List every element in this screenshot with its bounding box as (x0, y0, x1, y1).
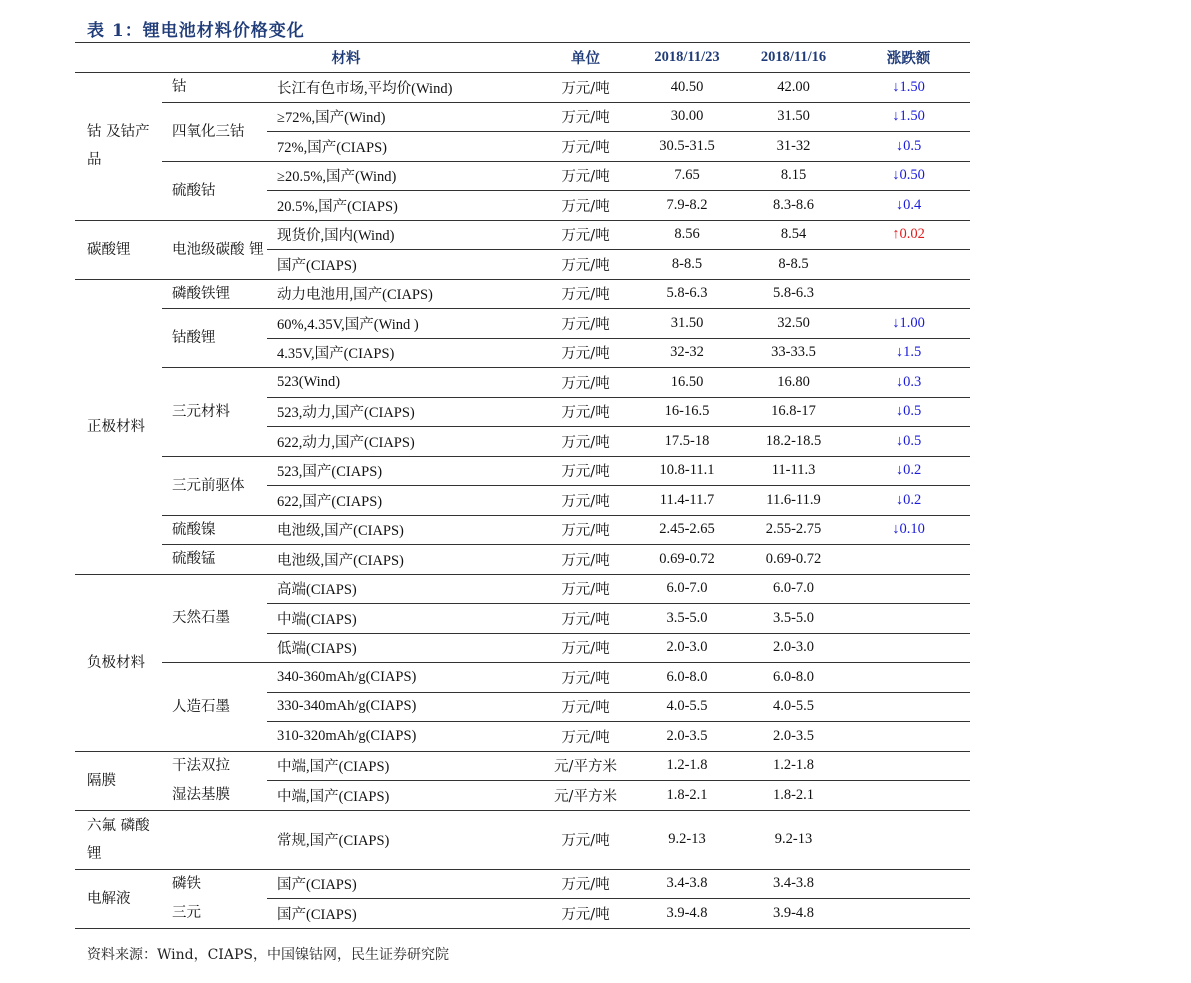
spec-cell: ≥20.5%,国产(Wind) (267, 161, 537, 191)
price-current-cell: 7.9-8.2 (634, 191, 740, 221)
header-date-2: 2018/11/16 (740, 43, 847, 73)
change-cell (847, 722, 970, 752)
price-current-cell: 5.8-6.3 (666, 285, 708, 302)
spec-cell: 523,国产(CIAPS) (267, 456, 537, 486)
category-cell: 六氟 磷酸锂 (75, 810, 162, 869)
price-current-cell: 4.0-5.5 (634, 692, 740, 722)
change-cell: ↓0.10 (847, 515, 970, 545)
change-cell (847, 279, 970, 309)
table-row (75, 751, 970, 781)
unit-cell: 万元/吨 (537, 663, 634, 693)
spec-cell: 72%,国产(CIAPS) (267, 132, 537, 162)
category-cell: 钴 及钴产品 (75, 73, 162, 221)
unit-cell: 万元/吨 (561, 228, 610, 245)
table-row (75, 161, 970, 191)
table-row (75, 899, 970, 929)
spec-cell: 国产(CIAPS) (267, 899, 537, 929)
table-row (75, 515, 970, 545)
unit-cell: 万元/吨 (537, 250, 634, 280)
subcategory-cell: 天然石墨 (172, 610, 230, 627)
unit-cell: 万元/吨 (537, 722, 634, 752)
unit-cell: 万元/吨 (537, 191, 634, 221)
unit-cell: 元/平方米 (554, 759, 617, 776)
price-current-cell: 6.0-8.0 (634, 663, 740, 693)
category-cell: 负极材料 (75, 574, 162, 751)
category-cell: 碳酸锂 (75, 220, 162, 279)
change-cell: ↓1.50 (847, 102, 970, 132)
subcategory-cell: 人造石墨 (162, 663, 267, 752)
change-cell (847, 751, 970, 781)
unit-cell: 万元/吨 (537, 810, 634, 869)
subcategory-cell: 湿法基膜 (162, 781, 267, 811)
price-previous-cell: 2.0-3.0 (740, 633, 847, 663)
price-current-cell: 3.9-4.8 (634, 899, 740, 929)
change-cell: ↓0.2 (847, 456, 970, 486)
price-current-cell: 9.2-13 (634, 810, 740, 869)
change-cell (847, 604, 970, 634)
category-cell: 隔膜 (75, 751, 162, 810)
change-cell: ↓0.3 (847, 368, 970, 398)
change-cell (847, 633, 970, 663)
spec-cell: 523(Wind) (267, 368, 537, 398)
spec-cell: 国产(CIAPS) (277, 877, 357, 894)
unit-cell: 万元/吨 (537, 338, 634, 368)
spec-cell: 电池级,国产(CIAPS) (267, 545, 537, 575)
unit-cell: 万元/吨 (537, 397, 634, 427)
price-previous-cell: 8.54 (780, 226, 807, 243)
unit-cell: 万元/吨 (537, 486, 634, 516)
change-cell (847, 781, 970, 811)
header-date-1: 2018/11/23 (634, 43, 740, 73)
price-current-cell: 6.0-7.0 (666, 580, 708, 597)
change-cell: ↓0.5 (847, 427, 970, 457)
price-current-cell: 1.8-2.1 (634, 781, 740, 811)
price-current-cell: 40.50 (670, 78, 704, 95)
price-current-cell: 7.65 (634, 161, 740, 191)
change-cell (847, 869, 970, 899)
price-previous-cell: 1.2-1.8 (772, 757, 815, 774)
price-previous-cell: 3.5-5.0 (740, 604, 847, 634)
unit-cell: 万元/吨 (537, 309, 634, 339)
change-cell (847, 663, 970, 693)
unit-cell: 万元/吨 (537, 456, 634, 486)
price-current-cell: 2.45-2.65 (634, 515, 740, 545)
spec-cell: 310-320mAh/g(CIAPS) (267, 722, 537, 752)
header-change: 涨跌额 (847, 43, 970, 73)
spec-cell: 中端,国产(CIAPS) (267, 781, 537, 811)
price-previous-cell: 8.15 (740, 161, 847, 191)
table-row (75, 869, 970, 899)
table-body (75, 73, 970, 929)
subcategory-cell: 钴 (172, 79, 187, 96)
unit-cell: 万元/吨 (537, 161, 634, 191)
spec-cell: 20.5%,国产(CIAPS) (267, 191, 537, 221)
change-cell (847, 899, 970, 929)
unit-cell: 万元/吨 (561, 877, 610, 894)
price-previous-cell: 6.0-7.0 (772, 580, 815, 597)
price-current-cell: 8.56 (674, 226, 700, 243)
spec-cell: 现货价,国内(Wind) (277, 228, 395, 245)
unit-cell: 万元/吨 (537, 368, 634, 398)
price-previous-cell: 8-8.5 (740, 250, 847, 280)
price-previous-cell: 4.0-5.5 (740, 692, 847, 722)
change-cell: ↓0.5 (847, 132, 970, 162)
spec-cell: ≥72%,国产(Wind) (267, 102, 537, 132)
price-previous-cell: 8.3-8.6 (740, 191, 847, 221)
price-current-cell: 2.0-3.5 (634, 722, 740, 752)
subcategory-cell (162, 810, 267, 869)
subcategory-cell: 干法双拉 (172, 758, 230, 774)
header-row (75, 43, 970, 73)
price-previous-cell: 2.0-3.5 (740, 722, 847, 752)
price-previous-cell: 2.55-2.75 (740, 515, 847, 545)
unit-cell: 万元/吨 (561, 582, 610, 599)
change-cell: ↓0.2 (847, 486, 970, 516)
subcategory-cell: 电池级碳酸 锂 (162, 220, 267, 279)
table-row (75, 309, 970, 339)
price-previous-cell: 3.9-4.8 (740, 899, 847, 929)
change-cell (847, 810, 970, 869)
spec-cell: 622,国产(CIAPS) (267, 486, 537, 516)
table-row (75, 574, 970, 604)
price-previous-cell: 33-33.5 (740, 338, 847, 368)
price-current-cell: 32-32 (634, 338, 740, 368)
price-current-cell: 31.50 (634, 309, 740, 339)
spec-cell: 340-360mAh/g(CIAPS) (267, 663, 537, 693)
price-previous-cell: 6.0-8.0 (740, 663, 847, 693)
change-cell: ↓1.50 (892, 78, 925, 95)
spec-cell: 长江有色市场,平均价(Wind) (277, 80, 453, 97)
subcategory-cell: 三元前驱体 (162, 456, 267, 515)
table-row (75, 279, 970, 309)
price-previous-cell: 11.6-11.9 (740, 486, 847, 516)
spec-cell: 常规,国产(CIAPS) (267, 810, 537, 869)
source-note: 资料来源：Wind，CIAPS，中国镍钴网，民生证券研究院 (87, 947, 449, 963)
change-cell (847, 692, 970, 722)
spec-cell: 低端(CIAPS) (267, 633, 537, 663)
price-current-cell: 2.0-3.0 (634, 633, 740, 663)
price-current-cell: 16-16.5 (634, 397, 740, 427)
unit-cell: 万元/吨 (537, 102, 634, 132)
price-previous-cell: 1.8-2.1 (740, 781, 847, 811)
unit-cell: 万元/吨 (537, 515, 634, 545)
change-cell: ↓0.50 (847, 161, 970, 191)
spec-cell: 中端,国产(CIAPS) (277, 759, 390, 776)
unit-cell: 万元/吨 (537, 692, 634, 722)
price-previous-cell: 31.50 (740, 102, 847, 132)
spec-cell: 330-340mAh/g(CIAPS) (267, 692, 537, 722)
subcategory-cell: 磷铁 (172, 876, 201, 892)
spec-cell: 622,动力,国产(CIAPS) (267, 427, 537, 457)
price-previous-cell: 16.8-17 (740, 397, 847, 427)
price-current-cell: 1.2-1.8 (666, 757, 708, 774)
price-table (75, 42, 970, 929)
change-cell: ↑0.02 (892, 226, 925, 243)
unit-cell: 万元/吨 (561, 80, 610, 97)
subcategory-cell: 三元 (162, 899, 267, 929)
price-previous-cell: 0.69-0.72 (740, 545, 847, 575)
change-cell: ↓0.5 (847, 397, 970, 427)
category-cell: 电解液 (75, 869, 162, 928)
table-row (75, 545, 970, 575)
unit-cell: 万元/吨 (537, 545, 634, 575)
price-current-cell: 8-8.5 (634, 250, 740, 280)
table-row (75, 810, 970, 869)
price-previous-cell: 5.8-6.3 (772, 285, 815, 302)
price-current-cell: 11.4-11.7 (634, 486, 740, 516)
price-current-cell: 0.69-0.72 (634, 545, 740, 575)
category-cell: 正极材料 (75, 279, 162, 574)
table-row (75, 781, 970, 811)
change-cell: ↓0.4 (847, 191, 970, 221)
spec-cell: 动力电池用,国产(CIAPS) (277, 287, 433, 304)
change-cell (847, 574, 970, 604)
price-current-cell: 16.50 (634, 368, 740, 398)
price-previous-cell: 32.50 (740, 309, 847, 339)
price-current-cell: 10.8-11.1 (634, 456, 740, 486)
unit-cell: 万元/吨 (537, 604, 634, 634)
spec-cell: 电池级,国产(CIAPS) (267, 515, 537, 545)
price-previous-cell: 11-11.3 (740, 456, 847, 486)
price-current-cell: 30.00 (634, 102, 740, 132)
subcategory-cell: 硫酸镍 (162, 515, 267, 545)
table-row (75, 220, 970, 250)
spec-cell: 国产(CIAPS) (267, 250, 537, 280)
header-material: 材料 (75, 43, 537, 73)
spec-cell: 中端(CIAPS) (267, 604, 537, 634)
spec-cell: 4.35V,国产(CIAPS) (267, 338, 537, 368)
price-current-cell: 17.5-18 (634, 427, 740, 457)
price-previous-cell: 42.00 (777, 78, 810, 95)
price-current-cell: 3.5-5.0 (634, 604, 740, 634)
table-title: 表 1：锂电池材料价格变化 (87, 21, 305, 41)
table-row (75, 368, 970, 398)
subcategory-cell: 钴酸锂 (162, 309, 267, 368)
subcategory-cell: 磷酸铁锂 (172, 285, 230, 302)
subcategory-cell: 三元材料 (162, 368, 267, 457)
unit-cell: 万元/吨 (537, 132, 634, 162)
change-cell (847, 545, 970, 575)
spec-cell: 高端(CIAPS) (277, 582, 357, 599)
table-row (75, 663, 970, 693)
table-row (75, 456, 970, 486)
unit-cell: 万元/吨 (537, 427, 634, 457)
table-row (75, 73, 970, 103)
price-previous-cell: 9.2-13 (740, 810, 847, 869)
spec-cell: 60%,4.35V,国产(Wind ) (267, 309, 537, 339)
price-previous-cell: 18.2-18.5 (740, 427, 847, 457)
change-cell: ↓1.5 (847, 338, 970, 368)
unit-cell: 万元/吨 (537, 899, 634, 929)
header-unit: 单位 (537, 43, 634, 73)
change-cell: ↓1.00 (847, 309, 970, 339)
unit-cell: 元/平方米 (537, 781, 634, 811)
unit-cell: 万元/吨 (561, 287, 610, 304)
spec-cell: 523,动力,国产(CIAPS) (267, 397, 537, 427)
price-current-cell: 30.5-31.5 (634, 132, 740, 162)
subcategory-cell: 硫酸钴 (162, 161, 267, 220)
price-previous-cell: 31-32 (740, 132, 847, 162)
subcategory-cell: 四氧化三钴 (162, 102, 267, 161)
price-previous-cell: 16.80 (740, 368, 847, 398)
table-row (75, 102, 970, 132)
price-previous-cell: 3.4-3.8 (772, 875, 815, 892)
unit-cell: 万元/吨 (537, 633, 634, 663)
subcategory-cell: 硫酸锰 (162, 545, 267, 575)
change-cell (847, 250, 970, 280)
price-current-cell: 3.4-3.8 (666, 875, 708, 892)
